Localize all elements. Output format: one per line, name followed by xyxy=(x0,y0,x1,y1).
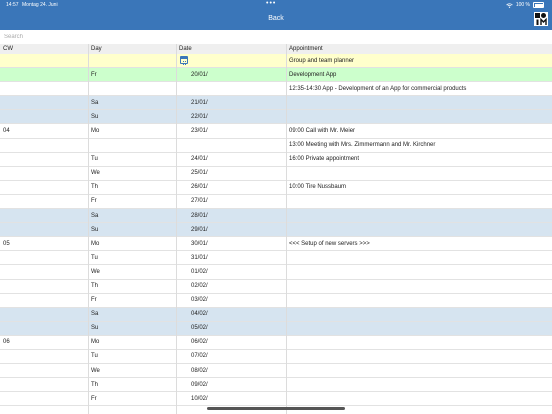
date-cell: 22/01/ xyxy=(191,113,208,120)
home-indicator[interactable] xyxy=(207,407,345,410)
date-cell: 31/01/ xyxy=(191,254,208,261)
appointment-cell: 16:00 Private appointment xyxy=(289,156,360,163)
date-cell: 05/02/ xyxy=(191,325,208,332)
date-cell: 26/01/ xyxy=(191,184,208,191)
status-time: 14:57 xyxy=(6,2,19,8)
cw-cell: 05 xyxy=(3,240,10,247)
table-row[interactable] xyxy=(0,181,552,195)
column-divider xyxy=(286,44,287,414)
table-row[interactable] xyxy=(0,294,552,308)
date-cell: 29/01/ xyxy=(191,226,208,233)
table-row[interactable] xyxy=(0,265,552,279)
day-cell: We xyxy=(91,367,100,374)
date-cell: 20/01/ xyxy=(191,71,208,78)
cw-cell: 04 xyxy=(3,127,10,134)
table-row[interactable] xyxy=(0,167,552,181)
app-logo xyxy=(534,12,548,26)
table-row[interactable] xyxy=(0,237,552,251)
table-row[interactable] xyxy=(0,308,552,322)
date-cell: 03/02/ xyxy=(191,297,208,304)
day-cell: Mo xyxy=(91,240,100,247)
day-cell: Fr xyxy=(91,395,97,402)
day-cell: Th xyxy=(91,184,99,191)
day-cell: Tu xyxy=(91,156,98,163)
table-row[interactable] xyxy=(0,223,552,237)
table-row[interactable] xyxy=(0,364,552,378)
table-row[interactable] xyxy=(0,124,552,138)
column-divider xyxy=(88,44,89,414)
wifi-icon xyxy=(506,3,513,8)
table-row[interactable] xyxy=(0,82,552,96)
date-cell: 04/02/ xyxy=(191,311,208,318)
cw-cell: 06 xyxy=(3,339,10,346)
column-divider xyxy=(176,44,177,414)
appointment-cell: <<< Setup of new servers >>> xyxy=(289,240,370,247)
date-cell: 21/01/ xyxy=(191,99,208,106)
day-cell: Th xyxy=(91,283,99,289)
date-cell: 28/01/ xyxy=(191,212,208,219)
day-cell: Fr xyxy=(91,297,97,304)
planner-table xyxy=(0,54,552,406)
table-row[interactable] xyxy=(0,350,552,364)
date-cell: 07/02/ xyxy=(191,353,208,360)
table-header xyxy=(0,44,552,54)
column-header-date: Date xyxy=(179,46,192,52)
day-cell: We xyxy=(91,170,100,177)
status-date: Montag 24. Juni xyxy=(22,2,58,8)
table-row[interactable] xyxy=(0,54,552,68)
day-cell: Mo xyxy=(91,127,100,134)
date-cell: 24/01/ xyxy=(191,156,208,163)
column-header-cw: CW xyxy=(3,46,13,52)
table-row[interactable] xyxy=(0,336,552,350)
table-row[interactable] xyxy=(0,392,552,406)
date-cell: 02/02/ xyxy=(191,283,208,289)
day-cell: Sa xyxy=(91,311,99,318)
date-cell: 06/02/ xyxy=(191,339,208,346)
appointment-cell: Group and team planner xyxy=(289,57,355,64)
day-cell: Su xyxy=(91,325,99,332)
status-bar xyxy=(0,0,552,10)
day-cell: Mo xyxy=(91,339,100,346)
day-cell: Tu xyxy=(91,254,98,261)
date-cell: 30/01/ xyxy=(191,240,208,247)
appointment-cell: 09:00 Call with Mr. Meier xyxy=(289,127,356,134)
table-row[interactable] xyxy=(0,195,552,209)
battery-icon xyxy=(533,2,544,8)
date-cell: 10/02/ xyxy=(191,395,208,402)
appointment-cell: 13:00 Meeting with Mrs. Zimmermann and Mr. Kirchner xyxy=(289,142,436,149)
table-row[interactable] xyxy=(0,280,552,294)
date-cell: 25/01/ xyxy=(191,170,208,177)
navigation-bar xyxy=(0,0,552,30)
date-cell: 09/02/ xyxy=(191,381,208,388)
date-cell: 08/02/ xyxy=(191,367,208,374)
appointment-cell: 10:00 Tire Nussbaum xyxy=(289,184,347,191)
column-header-day: Day xyxy=(91,46,102,52)
table-row[interactable] xyxy=(0,322,552,336)
table-row[interactable] xyxy=(0,68,552,82)
table-row[interactable] xyxy=(0,96,552,110)
day-cell: Fr xyxy=(91,71,97,78)
table-row[interactable] xyxy=(0,251,552,265)
column-header-appointment: Appointment xyxy=(289,46,323,52)
day-cell: Sa xyxy=(91,212,99,219)
day-cell: Fr xyxy=(91,198,97,205)
calendar-icon[interactable] xyxy=(180,56,188,64)
date-cell: 01/02/ xyxy=(191,268,208,275)
back-button[interactable]: Back xyxy=(268,15,284,22)
day-cell: Su xyxy=(91,226,99,233)
day-cell: Sa xyxy=(91,99,99,106)
multitasking-dots-icon[interactable]: ••• xyxy=(266,0,277,7)
appointment-cell: Development App xyxy=(289,71,337,78)
table-row[interactable] xyxy=(0,378,552,392)
search-input[interactable] xyxy=(0,30,552,44)
appointment-cell: 12:35-14:30 App - Development of an App for commercial products xyxy=(289,85,467,92)
day-cell: Th xyxy=(91,381,99,388)
table-row[interactable] xyxy=(0,209,552,223)
day-cell: Tu xyxy=(91,353,98,360)
table-row[interactable] xyxy=(0,110,552,124)
date-cell: 27/01/ xyxy=(191,198,208,205)
table-row[interactable] xyxy=(0,153,552,167)
day-cell: We xyxy=(91,268,100,275)
day-cell: Su xyxy=(91,113,99,120)
battery-percentage: 100 % xyxy=(515,2,530,8)
table-row[interactable] xyxy=(0,139,552,153)
date-cell: 23/01/ xyxy=(191,127,208,134)
